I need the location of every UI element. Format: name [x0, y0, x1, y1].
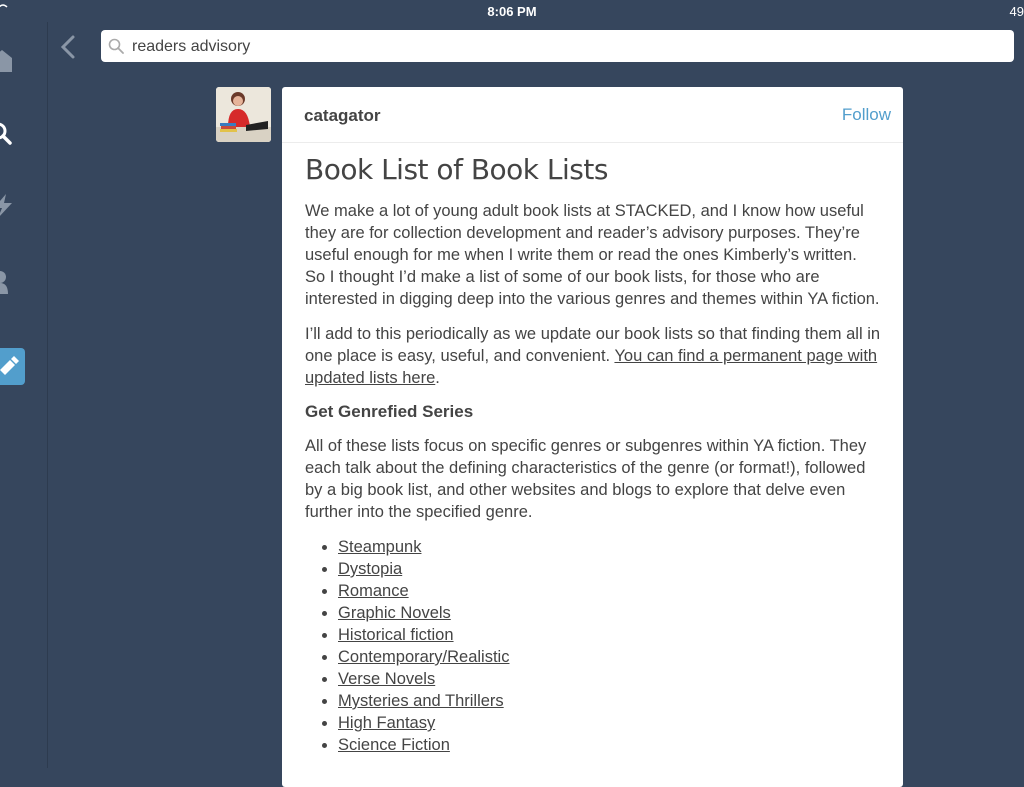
section-heading: Get Genrefied Series	[305, 402, 474, 421]
back-button[interactable]	[58, 34, 78, 60]
genre-link[interactable]: Contemporary/Realistic	[338, 648, 510, 666]
list-item	[338, 668, 881, 690]
search-input[interactable]	[130, 34, 1004, 60]
permanent-page-link[interactable]: You can find a permanent page with updated lists here	[305, 347, 878, 387]
post-paragraph	[305, 323, 881, 389]
search-icon[interactable]	[0, 122, 14, 146]
genre-link[interactable]: Verse Novels	[338, 670, 436, 688]
follow-button[interactable]: Follow	[841, 105, 891, 124]
post-paragraph: All of these lists focus on specific genres or subgenres within YA fiction. They each talk about the defining characteristics of the genre (or format!), followed by a big book list, and other websites and blogs to explore that delve even further into the specified genre.	[305, 437, 867, 521]
lightning-icon[interactable]	[0, 194, 14, 218]
genre-list	[305, 536, 881, 756]
paragraph-end: .	[435, 369, 440, 387]
genre-link[interactable]: Science Fiction	[338, 736, 450, 754]
compose-button[interactable]	[0, 348, 25, 385]
genre-link[interactable]: Mysteries and Thrillers	[338, 692, 504, 710]
list-item	[338, 734, 881, 756]
genre-link[interactable]: Romance	[338, 582, 409, 600]
status-bar	[0, 0, 1024, 22]
genre-link[interactable]: Historical fiction	[338, 626, 454, 644]
chevron-left-icon	[58, 34, 78, 60]
sidebar	[0, 22, 48, 768]
list-item	[338, 558, 881, 580]
list-item	[338, 646, 881, 668]
post-title: Book List of Book Lists	[305, 153, 608, 186]
search-bar[interactable]	[101, 30, 1014, 62]
post-paragraph: We make a lot of young adult book lists at STACKED, and I know how useful they are for collection development and reader’s advisory purposes. They’re useful enough for me when I write them or read the ones Kimberly’s written. So I thought I’d make a list of some of our book lists, for those who are interested in digging deep into the various genres and themes within YA fiction.	[305, 202, 880, 308]
genre-link[interactable]: Steampunk	[338, 538, 422, 556]
post-header	[282, 87, 903, 143]
list-item	[338, 712, 881, 734]
battery-level: 49	[1009, 4, 1024, 19]
paragraph-text: I’ll add to this periodically as we update our book lists so that finding them all in one place is easy, useful, and convenient.	[305, 325, 881, 365]
genre-link[interactable]: Graphic Novels	[338, 604, 451, 622]
post-card	[282, 87, 903, 787]
avatar[interactable]	[216, 87, 271, 142]
list-item	[338, 624, 881, 646]
status-time: 8:06 PM	[487, 4, 537, 19]
post-body	[282, 143, 903, 756]
magnifier-icon	[108, 38, 124, 54]
list-item	[338, 536, 881, 558]
list-item	[338, 602, 881, 624]
genre-link[interactable]: High Fantasy	[338, 714, 436, 732]
list-item	[338, 690, 881, 712]
home-icon[interactable]	[0, 48, 14, 72]
blog-name[interactable]: catagator	[304, 106, 381, 125]
genre-link[interactable]: Dystopia	[338, 560, 403, 578]
user-icon[interactable]	[0, 270, 14, 294]
list-item	[338, 580, 881, 602]
